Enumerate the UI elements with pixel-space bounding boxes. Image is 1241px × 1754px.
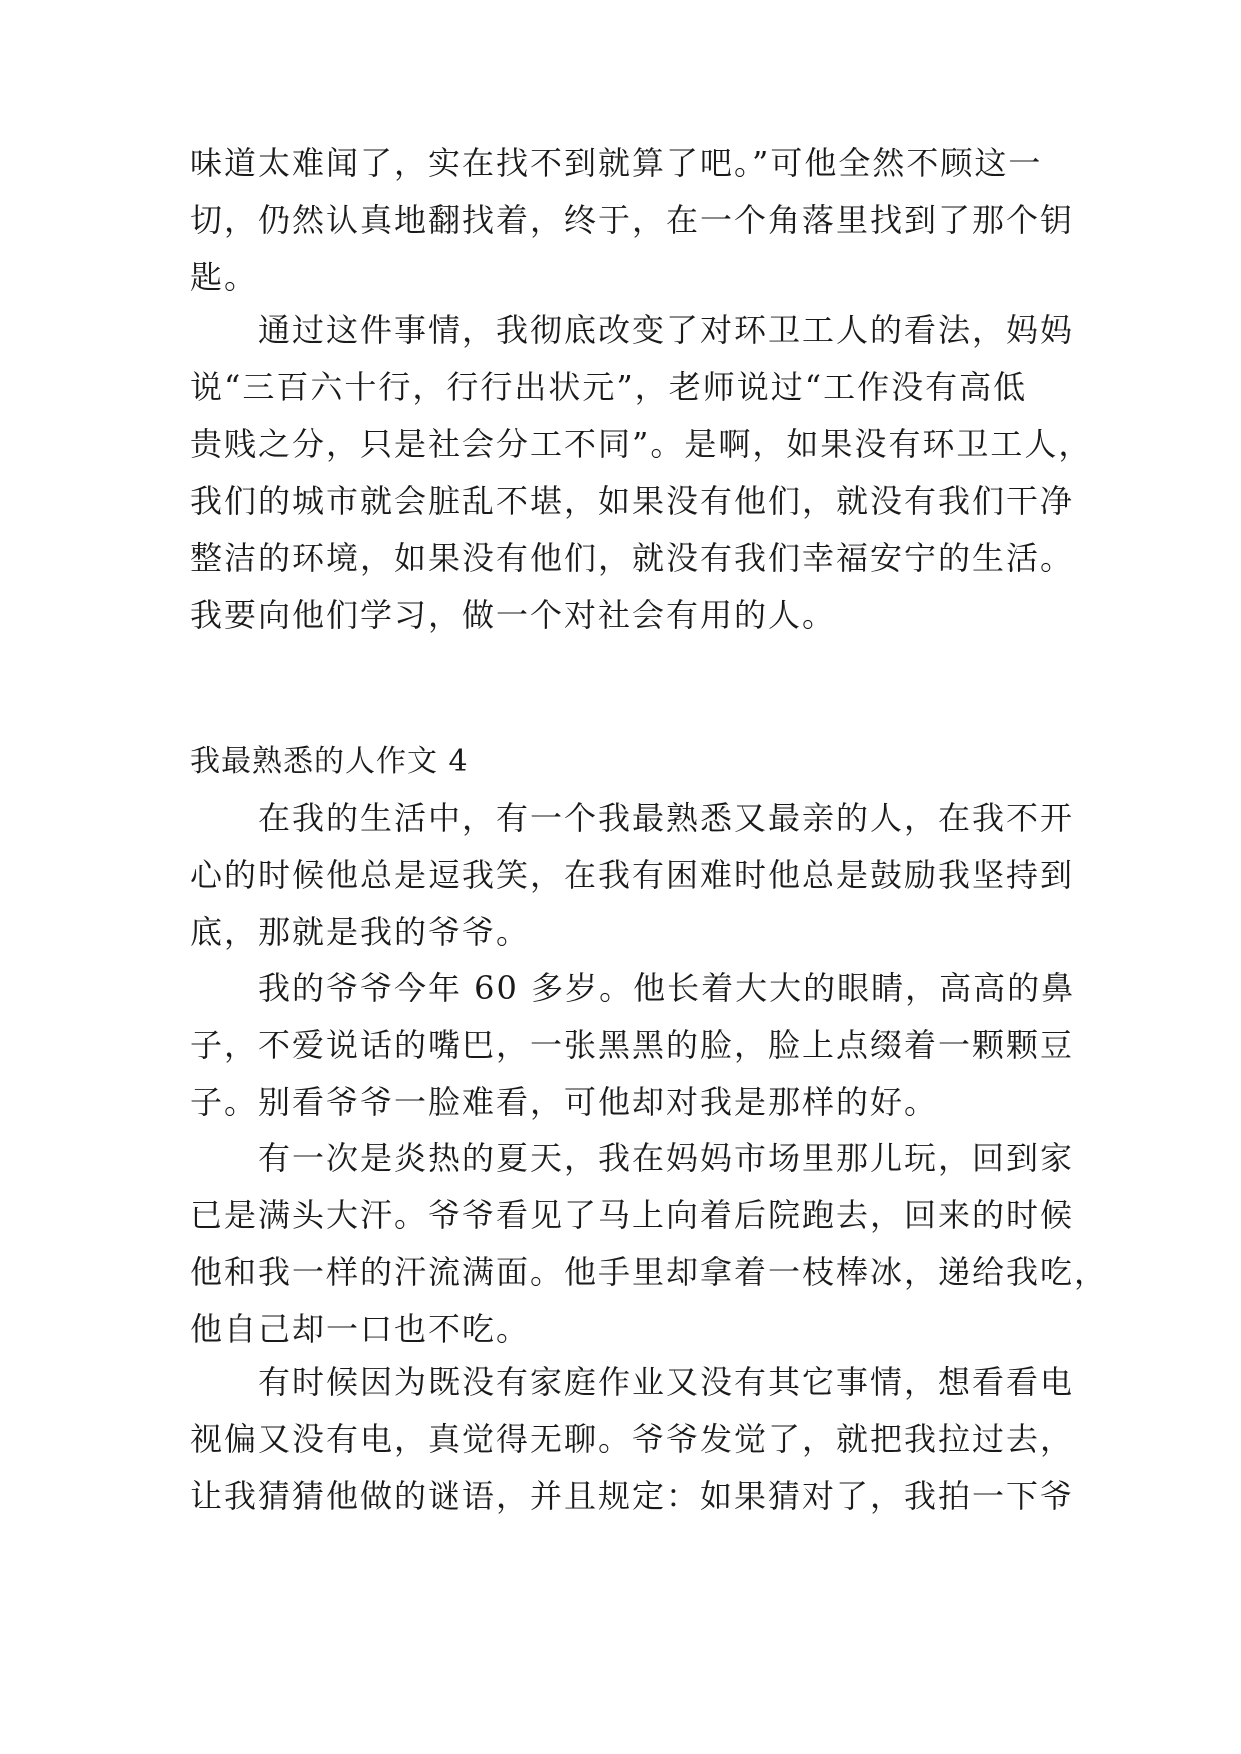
text-line: 味道太难闻了，实在找不到就算了吧。”可他全然不顾这一 — [190, 144, 1043, 182]
text-line: 我的爷爷今年 60 多岁。他长着大大的眼睛，高高的鼻 — [190, 969, 1076, 1007]
text-line: 让我猜猜他做的谜语，并且规定：如果猜对了，我拍一下爷 — [190, 1477, 1075, 1515]
text-line: 切，仍然认真地翻找着，终于，在一个角落里找到了那个钥 — [190, 201, 1075, 239]
paragraph-3 — [190, 790, 1075, 961]
paragraph-4 — [190, 960, 1076, 1131]
paragraph-5 — [190, 1130, 1109, 1358]
section-title — [190, 733, 1070, 790]
text-line: 贵贱之分，只是社会分工不同”。是啊，如果没有环卫工人， — [190, 425, 1093, 463]
paragraph-2 — [190, 302, 1093, 644]
text-line: 通过这件事情，我彻底改变了对环卫工人的看法，妈妈 — [190, 311, 1075, 349]
text-line: 有时候因为既没有家庭作业又没有其它事情，想看看电 — [190, 1363, 1075, 1401]
text-line: 子，不爱说话的嘴巴，一张黑黑的脸，脸上点缀着一颗颗豆 — [190, 1026, 1075, 1064]
text-line: 说“三百六十行，行行出状元”，老师说过“工作没有高低 — [190, 368, 1028, 406]
text-line: 我要向他们学习，做一个对社会有用的人。 — [190, 596, 837, 634]
text-line: 整洁的环境，如果没有他们，就没有我们幸福安宁的生活。 — [190, 539, 1075, 577]
paragraph-6 — [190, 1354, 1075, 1525]
text-line: 他自己却一口也不吃。 — [190, 1310, 531, 1348]
text-line: 他和我一样的汗流满面。他手里却拿着一枝棒冰，递给我吃， — [190, 1253, 1109, 1291]
text-line: 已是满头大汗。爷爷看见了马上向着后院跑去，回来的时候 — [190, 1196, 1075, 1234]
text-line: 心的时候他总是逗我笑，在我有困难时他总是鼓励我坚持到 — [190, 856, 1075, 894]
text-line: 子。别看爷爷一脸难看，可他却对我是那样的好。 — [190, 1083, 939, 1121]
text-line: 有一次是炎热的夏天，我在妈妈市场里那儿玩，回到家 — [190, 1139, 1075, 1177]
text-line: 底，那就是我的爷爷。 — [190, 913, 531, 951]
paragraph-1 — [190, 135, 1075, 306]
text-line: 匙。 — [190, 258, 259, 296]
text-line: 视偏又没有电，真觉得无聊。爷爷发觉了，就把我拉过去， — [190, 1420, 1075, 1458]
text-line: 在我的生活中，有一个我最熟悉又最亲的人，在我不开 — [190, 799, 1075, 837]
text-line: 我们的城市就会脏乱不堪，如果没有他们，就没有我们干净 — [190, 482, 1075, 520]
section-title-text: 我最熟悉的人作文 4 — [190, 744, 469, 779]
